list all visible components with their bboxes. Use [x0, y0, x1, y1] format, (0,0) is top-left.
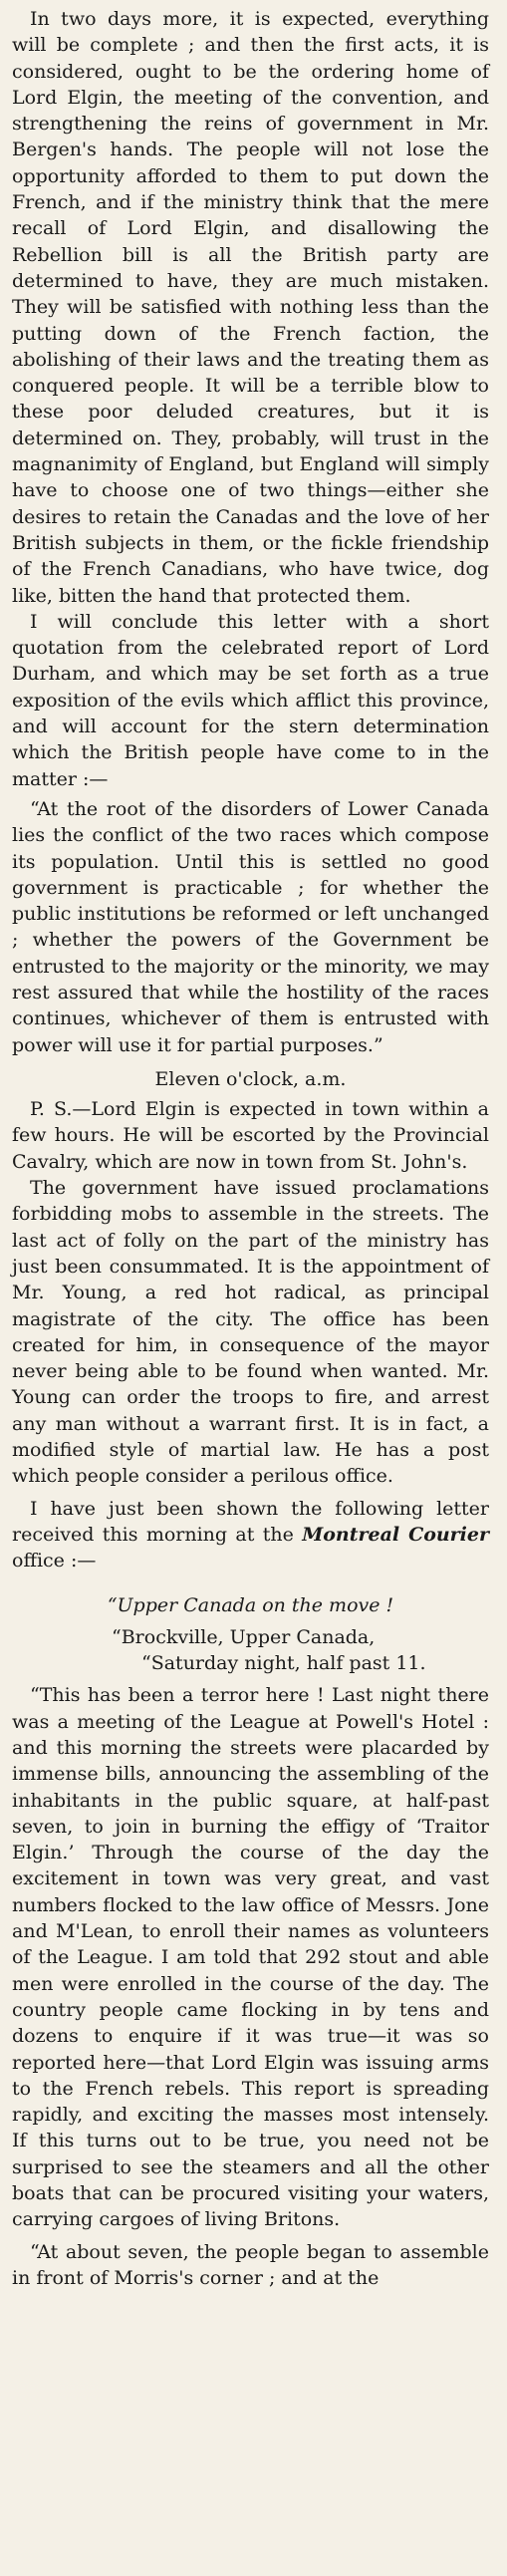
- durham-quote: “At the root of the disorders of Lower Canada lies the conflict of the two races which compose its population. Until this is settled no good government is practicable ; for whether the public institutions be reformed or left unchanged ; whether the powers of the Government be entrusted to the majority or the minority, we may rest assured that while the hostility of the races continues, whichever of them is entrusted with power will use it for partial purposes.”: [12, 797, 489, 1056]
- paragraph-durham-intro: I will conclude this letter with a short quotation from the celebrated report of Lord Durham, and which may be set forth as a true exposition of the evils which afflict this province, and will account for the stern determination which the British people have come to in the matter :—: [12, 610, 489, 790]
- paragraph-intro: In two days more, it is expected, everything will be complete ; and then the first acts, it is considered, ought to be the ordering home of Lord Elgin, the meeting of the convention, and strengthening the reins of government in Mr. Bergen's hands. The people will not lose the opportunity afforded to them to put down the French, and if the ministry think that the mere recall of Lord Elgin, and disallowing the Rebellion bill is all the British party are determined to have, they are much mistaken. They will be satisfied with nothing less than the putting down of the French faction, the abolishing of their laws and the treating them as conquered people. It will be a terrible blow to these poor deluded creatures, but it is determined on. They, probably, will trust in the magnanimity of England, but England will simply have to choose one of two things—either she desires to retain the Canadas and the love of her British subjects in them, or the fickle friendship of the French Canadians, who have twice, dog like, bitten the hand that protected them.: [12, 8, 489, 607]
- postscript-paragraph: P. S.—Lord Elgin is expected in town within a few hours. He will be escorted by the Provincial Cavalry, which are now in town from St. John's.: [12, 1098, 489, 1173]
- paragraph-proclamations: The government have issued proclamations forbidding mobs to assemble in the streets. The last act of folly on the part of the ministry has just been consummated. It is the appointment of Mr. Young, a red hot radical, as principal magistrate of the city. The office has been created for him, in consequence of the mayor never being able to be found when wanted. Mr. Young can order the troops to fire, and arrest any man without a warrant first. It is in fact, a modified style of martial law. He has a post which people consider a perilous office.: [12, 1177, 489, 1488]
- newspaper-name: Montreal Courier: [302, 1523, 490, 1546]
- courier-text-before: I have just been shown the following letter received this morning at the: [12, 1497, 489, 1546]
- letter-paragraph-2: “At about seven, the people began to assemble in front of Morris's corner ; and at the: [12, 2240, 489, 2289]
- letter-paragraph-1: “This has been a terror here ! Last night there was a meeting of the League at Powell's Hotel : and this morning the streets were placarded by immense bills, announcing the assembling of the inhabitants in the public square, at half-past seven, to join in burning the effigy of ‘Traitor Elgin.’ Through the course of the day the excitement in town was very great, and vast numbers flocked to the law office of Messrs. Jone and M'Lean, to enroll their names as volunteers of the League. I am told that 292 stout and able men were enrolled in the course of the day. The country people came flocking in by tens and dozens to enquire if it was true—it was so reported here—that Lord Elgin was issuing arms to the French rebels. This report is spreading rapidly, and exciting the masses most intensely. If this turns out to be true, you need not be surprised to see the steamers and all the other boats that can be procured visiting your waters, carrying cargoes of living Britons.: [12, 1684, 489, 2231]
- courier-text-after: office :—: [12, 1550, 97, 1573]
- letter-dateline-place: “Brockville, Upper Canada,: [112, 1625, 376, 1648]
- letter-heading: “Upper Canada on the move !: [107, 1593, 394, 1616]
- time-heading: Eleven o'clock, a.m.: [154, 1067, 347, 1090]
- paragraph-courier-letter: [12, 1496, 489, 1574]
- letter-dateline-time: “Saturday night, half past 11.: [141, 1652, 426, 1675]
